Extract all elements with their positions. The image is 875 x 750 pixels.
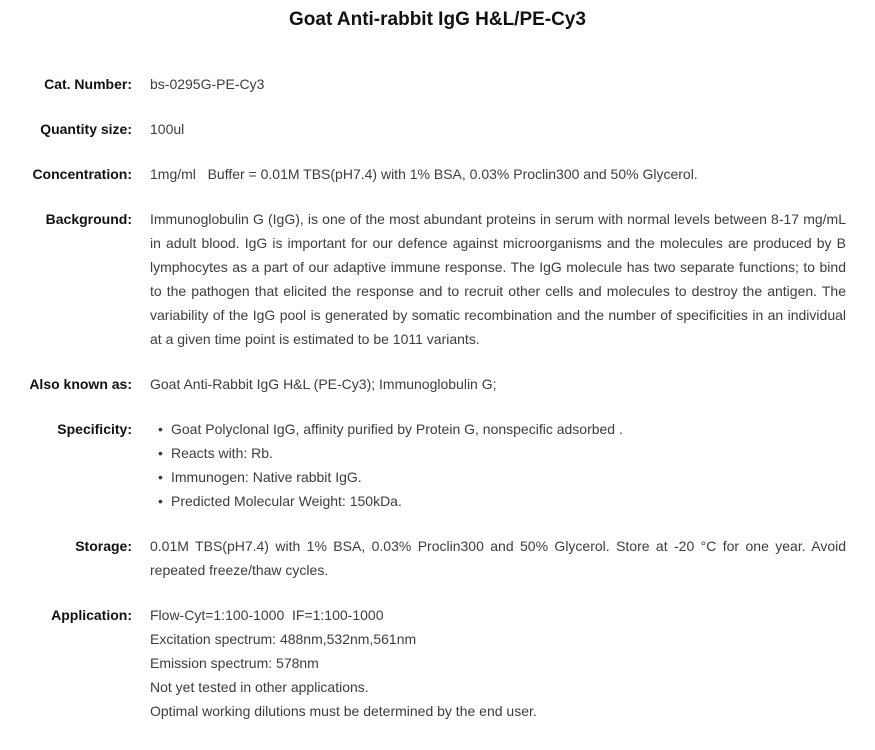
quantity-size-value: 100ul xyxy=(150,121,185,137)
background-label: Background: xyxy=(45,211,132,227)
application-line: Excitation spectrum: 488nm,532nm,561nm xyxy=(150,631,417,647)
specificity-bullet-item xyxy=(158,417,846,441)
page-title: Goat Anti-rabbit IgG H&L/PE-Cy3 xyxy=(289,9,586,30)
application-line: Emission spectrum: 578nm xyxy=(150,655,319,671)
specificity-label: Specificity: xyxy=(57,421,132,437)
row-quantity-size xyxy=(0,117,846,141)
specificity-bullet-text: Immunogen: Native rabbit IgG. xyxy=(171,469,362,485)
also-known-as-label: Also known as: xyxy=(29,376,132,392)
concentration-value: 1mg/ml Buffer = 0.01M TBS(pH7.4) with 1% BSA, 0.03% Proclin300 and 50% Glycerol. xyxy=(150,166,698,182)
bullet-icon: • xyxy=(158,469,163,485)
also-known-as-value: Goat Anti-Rabbit IgG H&L (PE-Cy3); Immunoglobulin G; xyxy=(150,376,497,392)
specificity-bullet-item xyxy=(158,441,846,465)
quantity-size-label: Quantity size: xyxy=(40,121,132,137)
specificity-bullet-list xyxy=(150,417,846,513)
bullet-icon: • xyxy=(158,445,163,461)
background-value: Immunoglobulin G (IgG), is one of the most abundant proteins in serum with normal levels between 8-17 mg/mL in adult blood. IgG is important for our defence against microorganisms and the molecules are produced by B lymphocytes as a part of our adaptive immune response. The IgG molecule has two separate functions; to bind to the pathogen that elicited the response and to recruit other cells and molecules to destroy the antigen. The variability of the IgG pool is generated by somatic recombination and the number of specificities in an individual at a given time point is estimated to be 1011 variants. xyxy=(150,211,846,347)
storage-label: Storage: xyxy=(75,538,132,554)
cat-number-value: bs-0295G-PE-Cy3 xyxy=(150,76,265,92)
row-also-known-as xyxy=(0,372,846,396)
bullet-icon: • xyxy=(158,421,163,437)
specificity-bullet-item xyxy=(158,465,846,489)
specificity-bullet-item xyxy=(158,489,846,513)
bullet-icon: • xyxy=(158,493,163,509)
specificity-bullet-text: Reacts with: Rb. xyxy=(171,445,273,461)
storage-value: 0.01M TBS(pH7.4) with 1% BSA, 0.03% Proclin300 and 50% Glycerol. Store at -20 °C for one year. Avoid repeated freeze/thaw cycles. xyxy=(150,538,846,578)
row-background xyxy=(0,207,846,351)
application-line: Not yet tested in other applications. xyxy=(150,679,369,695)
application-line: Flow-Cyt=1:100-1000 IF=1:100-1000 xyxy=(150,607,384,623)
row-storage xyxy=(0,534,846,582)
specificity-bullet-text: Predicted Molecular Weight: 150kDa. xyxy=(171,493,402,509)
row-specificity xyxy=(0,417,846,513)
cat-number-label: Cat. Number: xyxy=(44,76,132,92)
row-concentration xyxy=(0,162,846,186)
concentration-label: Concentration: xyxy=(32,166,132,182)
application-line: Optimal working dilutions must be determined by the end user. xyxy=(150,703,537,719)
row-cat-number xyxy=(0,72,846,96)
row-application xyxy=(0,603,846,723)
specificity-bullet-text: Goat Polyclonal IgG, affinity purified by Protein G, nonspecific adsorbed . xyxy=(171,421,623,437)
application-label: Application: xyxy=(51,607,132,623)
